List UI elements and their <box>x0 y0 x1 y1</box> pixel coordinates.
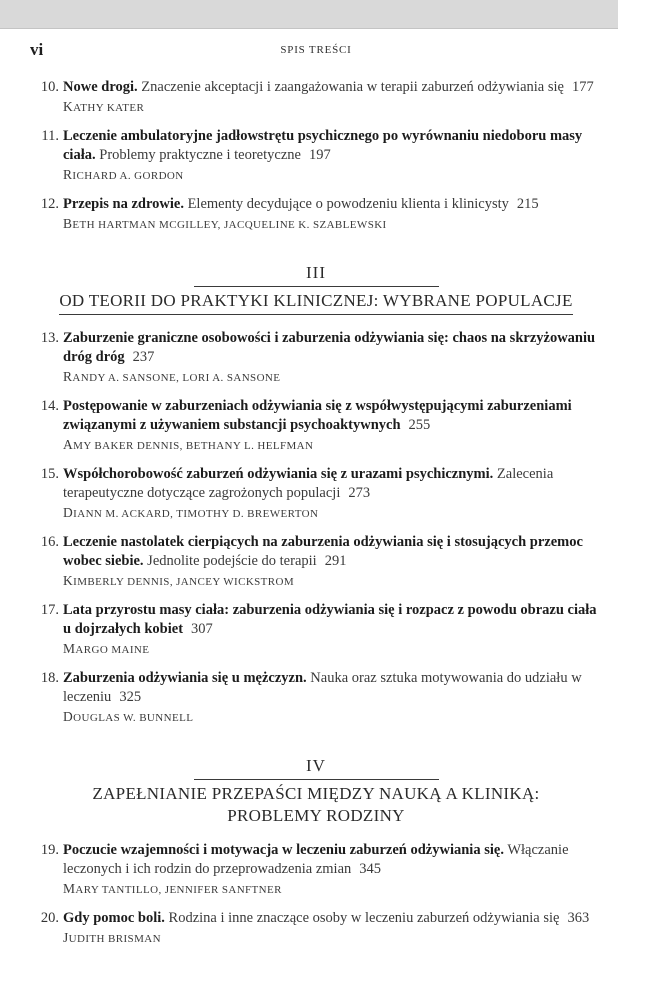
toc-entry <box>30 533 602 592</box>
entry-description: Zalecenia terapeutyczne dotyczące zagrożonych populacji <box>63 466 554 501</box>
entry-number: 12. <box>40 196 59 212</box>
entry-number: 11. <box>41 128 59 144</box>
entry-number: 19. <box>40 842 59 858</box>
entry-number: 13. <box>40 330 59 346</box>
entries-group-b <box>30 329 602 728</box>
entry-page-number: 291 <box>324 553 347 569</box>
part-title: OD TEORII DO PRAKTYKI KLINICZNEJ: WYBRANE POPULACJE <box>59 290 572 315</box>
entry-title: Zaburzenie graniczne osobowości i zaburzenia odżywiania się: chaos na skrzyżowaniu dróg dróg <box>63 330 596 365</box>
entry-description: Rodzina i inne znaczące osoby w leczeniu zaburzeń odżywiania się <box>168 910 560 926</box>
entry-number: 18. <box>40 670 59 686</box>
entries-group-a <box>30 78 602 235</box>
entry-page-number: 197 <box>308 147 331 163</box>
entry-authors: JUDITH BRISMAN <box>63 930 161 945</box>
table-of-contents <box>30 78 602 958</box>
entry-authors: AMY BAKER DENNIS, BETHANY L. HELFMAN <box>63 437 314 452</box>
entry-description: Elementy decydujące o powodzeniu klienta i klinicysty <box>187 196 509 212</box>
entry-title: Nowe drogi. <box>63 79 138 95</box>
toc-entry <box>30 195 602 235</box>
entry-authors: RICHARD A. GORDON <box>63 167 184 182</box>
entry-authors: DOUGLAS W. BUNNELL <box>63 709 194 724</box>
entry-description: Znaczenie akceptacji i zaangażowania w terapii zaburzeń odżywiania się <box>141 79 564 95</box>
part-numeral: III <box>194 263 439 287</box>
entry-page-number: 237 <box>132 349 155 365</box>
entry-authors: MARGO MAINE <box>63 641 150 656</box>
entry-authors: DIANN M. ACKARD, TIMOTHY D. BREWERTON <box>63 505 319 520</box>
entry-number: 10. <box>40 79 59 95</box>
entry-title: Zaburzenia odżywiania się u mężczyzn. <box>63 670 307 686</box>
part-numeral: IV <box>194 756 439 780</box>
scan-top-band <box>0 0 618 29</box>
entry-page-number: 345 <box>359 861 382 877</box>
entry-number: 16. <box>40 534 59 550</box>
entry-title: Przepis na zdrowie. <box>63 196 184 212</box>
toc-entry <box>30 397 602 456</box>
toc-entry <box>30 127 602 186</box>
toc-entry <box>30 909 602 949</box>
entry-title: Gdy pomoc boli. <box>63 910 165 926</box>
toc-entry <box>30 329 602 388</box>
toc-entry <box>30 669 602 728</box>
entry-page-number: 325 <box>119 689 142 705</box>
entry-page-number: 255 <box>408 417 431 433</box>
entry-number: 15. <box>40 466 59 482</box>
entries-group-c <box>30 841 602 949</box>
part-title: ZAPEŁNIANIE PRZEPAŚCI MIĘDZY NAUKĄ A KLINIKĄ: PROBLEMY RODZINY <box>92 784 540 825</box>
entry-page-number: 273 <box>348 485 371 501</box>
toc-entry <box>30 841 602 900</box>
entry-authors: RANDY A. SANSONE, LORI A. SANSONE <box>63 369 281 384</box>
entry-number: 20. <box>40 910 59 926</box>
entry-page-number: 363 <box>567 910 590 926</box>
part-heading-iv <box>30 756 602 827</box>
entry-page-number: 177 <box>571 79 594 95</box>
toc-entry <box>30 78 602 118</box>
page-number: vi <box>30 40 44 59</box>
part-heading-iii <box>30 263 602 315</box>
entry-title: Postępowanie w zaburzeniach odżywiania się z współwystępującymi zaburzeniami związanymi z używaniem substancji psychoaktywnych <box>63 398 572 433</box>
entry-title: Współchorobowość zaburzeń odżywiania się z urazami psychicznymi. <box>63 466 494 482</box>
page-right-margin <box>618 0 657 1000</box>
entry-description: Nauka oraz sztuka motywowania do udziału w leczeniu <box>63 670 582 705</box>
entry-title: Leczenie ambulatoryjne jadłowstrętu psychicznego po wyrównaniu niedoboru masy ciała. <box>63 128 583 163</box>
entry-title: Leczenie nastolatek cierpiących na zaburzenia odżywiania się i stosujących przemoc wobec siebie. <box>63 534 583 569</box>
entry-number: 17. <box>40 602 59 618</box>
entry-authors: MARY TANTILLO, JENNIFER SANFTNER <box>63 881 282 896</box>
entry-title: Poczucie wzajemności i motywacja w leczeniu zaburzeń odżywiania się. <box>63 842 504 858</box>
entry-description: Włączanie leczonych i ich rodzin do przeprowadzenia zmian <box>63 842 569 877</box>
entry-description: Jednolite podejście do terapii <box>147 553 317 569</box>
running-title: SPIS TREŚCI <box>280 44 352 56</box>
entry-description: Problemy praktyczne i teoretyczne <box>99 147 301 163</box>
entry-page-number: 215 <box>516 196 539 212</box>
entry-authors: KATHY KATER <box>63 99 145 114</box>
entry-number: 14. <box>40 398 59 414</box>
entry-page-number: 307 <box>191 621 213 637</box>
toc-entry <box>30 465 602 524</box>
toc-entry <box>30 601 602 660</box>
entry-authors: KIMBERLY DENNIS, JANCEY WICKSTROM <box>63 573 295 588</box>
entry-title: Lata przyrostu masy ciała: zaburzenia odżywiania się i rozpacz z powodu obrazu ciała u dojrzałych kobiet <box>63 602 597 637</box>
entry-authors: BETH HARTMAN MCGILLEY, JACQUELINE K. SZABLEWSKI <box>63 216 387 231</box>
page-header <box>30 40 602 60</box>
